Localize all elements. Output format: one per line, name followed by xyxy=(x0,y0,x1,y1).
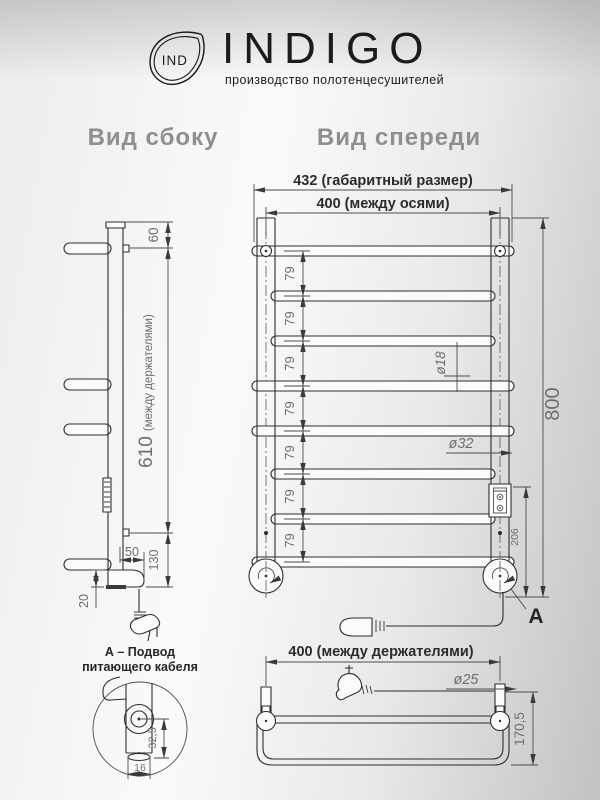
detail-holder-center xyxy=(138,718,141,721)
dim-rail-diameter: ø32 xyxy=(448,436,474,452)
dim-holder-diameter: ø25 xyxy=(453,672,479,688)
side-rail-cap xyxy=(106,222,125,228)
dim-79-6: 79 xyxy=(282,489,297,504)
cord-ribs xyxy=(372,620,384,632)
detail-outlet-dot xyxy=(138,752,140,754)
top-tube xyxy=(271,716,495,723)
dim-axes: 400 (между осями) xyxy=(316,196,450,212)
dim-foot: 50 xyxy=(125,545,139,559)
top-view xyxy=(257,644,539,765)
dim-holders-side xyxy=(136,314,157,468)
dim-height: 800 xyxy=(542,387,564,421)
dim-top-offset: 60 xyxy=(146,227,161,243)
dim-79-7: 79 xyxy=(282,533,297,548)
dim-bottom: 130 xyxy=(147,549,161,571)
power-cable-front xyxy=(340,592,503,636)
dim-holders: 400 (между держателями) xyxy=(288,644,474,660)
rail-centerlines xyxy=(266,228,500,598)
dim-width: 16 xyxy=(134,762,146,774)
brand-tagline: производство полотенцесушителей xyxy=(225,73,444,87)
power-plug-front-icon xyxy=(340,618,372,636)
dim-79-5: 79 xyxy=(282,445,297,460)
dim-610-suffix: (между держателями) xyxy=(143,314,155,432)
dim-79-4: 79 xyxy=(282,401,297,416)
detail-cable-outlet xyxy=(128,754,150,761)
dim-overall: 432 (габаритный размер) xyxy=(293,173,473,189)
dim-bar-diameter: ø18 xyxy=(433,351,448,375)
front-view xyxy=(249,173,564,636)
side-foot-cap xyxy=(106,585,126,589)
side-bars xyxy=(64,243,111,570)
dim-610-value: 610 xyxy=(136,436,157,468)
control-unit xyxy=(489,484,511,517)
dim-79-1: 79 xyxy=(282,266,297,281)
side-foot xyxy=(108,570,144,587)
ext-20 xyxy=(91,570,104,587)
dim-79-3: 79 xyxy=(282,356,297,371)
detail-title-line1: А – Подвод xyxy=(104,645,176,659)
side-holder-top xyxy=(123,245,129,252)
dim-depth: 170,5 xyxy=(512,712,527,746)
power-plug-side-icon xyxy=(130,589,159,641)
dim-socket-height: 206 xyxy=(509,528,521,546)
brand-name: INDIGO xyxy=(222,24,433,73)
u-bar-inner xyxy=(263,721,503,759)
side-control-stripe xyxy=(103,478,111,512)
detail-marker-label: A xyxy=(528,605,544,628)
right-holder-dot xyxy=(498,531,502,535)
side-view xyxy=(64,222,173,641)
side-view-title: Вид сбоку xyxy=(87,124,219,151)
side-rail xyxy=(108,222,123,570)
left-holder-dot xyxy=(264,531,268,535)
detail-title-line2: питающего кабеля xyxy=(82,660,198,674)
dim-cable: 20 xyxy=(77,594,91,608)
front-view-title: Вид спереди xyxy=(316,124,482,151)
detail-leader xyxy=(511,589,526,609)
u-bar-outer xyxy=(257,721,509,765)
emblem-text: IND xyxy=(161,53,188,69)
detail-a xyxy=(82,645,198,779)
side-holder-bottom xyxy=(123,529,129,536)
dim-vertical: 32,5 xyxy=(147,727,159,749)
dim-79-2: 79 xyxy=(282,311,297,326)
